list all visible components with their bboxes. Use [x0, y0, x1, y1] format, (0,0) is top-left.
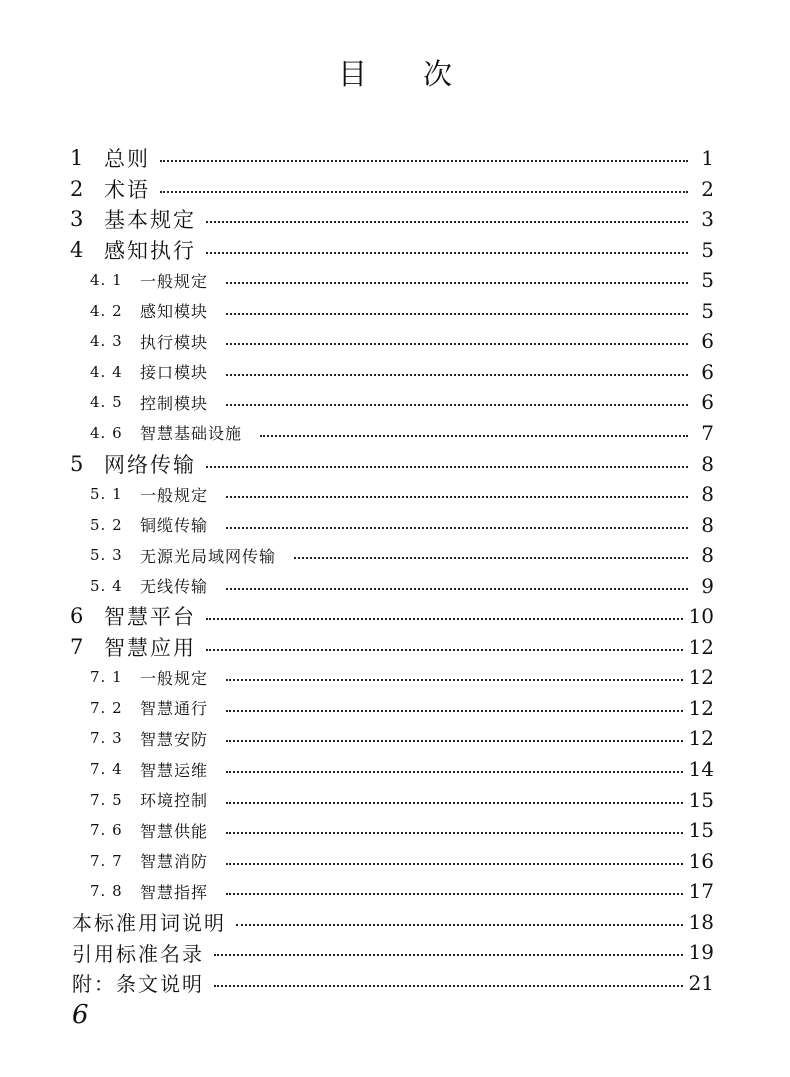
toc-entry-number: 7 [70, 634, 84, 659]
toc-title-char-2: 次 [423, 57, 453, 91]
toc-entry-label: 感知模块 [140, 302, 209, 322]
dot-leader [206, 649, 683, 651]
toc-entry-page: 8 [701, 451, 714, 476]
toc-entry-number: 6 [70, 604, 84, 629]
toc-entry-number: 7. 3 [90, 729, 123, 748]
toc-entry-page: 6 [701, 359, 714, 384]
dot-leader [214, 985, 683, 987]
dot-leader [226, 496, 688, 498]
toc-entry[interactable] [70, 632, 714, 662]
dot-leader [160, 160, 688, 162]
toc-entry-number: 7. 5 [90, 790, 123, 809]
toc-entry-page: 12 [688, 665, 714, 690]
toc-entry-number: 5. 2 [90, 515, 123, 534]
toc-entry[interactable] [90, 815, 714, 845]
toc-entry-page: 8 [701, 512, 714, 537]
toc-entry[interactable] [90, 265, 714, 295]
toc-entry-label: 智慧基础设施 [140, 424, 243, 444]
toc-entry-page: 5 [701, 298, 714, 323]
toc-entry[interactable] [72, 968, 714, 998]
toc-entry[interactable] [70, 174, 714, 204]
toc-entry[interactable] [90, 479, 714, 509]
toc-entry[interactable] [90, 326, 714, 356]
toc-entry-page: 10 [688, 604, 714, 629]
dot-leader [206, 252, 688, 254]
toc-entry-page: 9 [701, 573, 714, 598]
toc-entry-number: 4 [70, 237, 84, 262]
toc-entry-number: 7. 7 [90, 851, 123, 870]
dot-leader [206, 466, 688, 468]
toc-entry-page: 5 [701, 237, 714, 262]
dot-leader [260, 435, 688, 437]
toc-entry-page: 16 [688, 848, 714, 873]
dot-leader [226, 893, 683, 895]
toc-entry-label: 接口模块 [140, 363, 209, 383]
toc-entry-page: 1 [701, 146, 714, 170]
toc-entry-label: 环境控制 [140, 791, 209, 811]
toc-entry-number: 4. 3 [90, 332, 123, 351]
toc-entry-page: 18 [688, 909, 714, 934]
toc-entry-label: 控制模块 [140, 393, 209, 413]
toc-entry-page: 15 [688, 787, 714, 812]
dot-leader [226, 832, 683, 834]
toc-entry-page: 12 [688, 695, 714, 720]
toc-entry-page: 6 [701, 329, 714, 354]
toc-entry-page: 8 [701, 482, 714, 507]
toc-entry-page: 21 [688, 970, 714, 995]
toc-entry[interactable] [90, 296, 714, 326]
toc-entry-label: 引用标准名录 [72, 941, 204, 966]
toc-entry[interactable] [90, 540, 714, 570]
toc-entry-number: 4. 2 [90, 301, 123, 320]
toc-entry-label: 智慧消防 [140, 852, 209, 872]
toc-entry-page: 15 [688, 818, 714, 843]
toc-entry-number: 7. 8 [90, 882, 123, 901]
toc-entry-page: 2 [701, 176, 714, 201]
dot-leader [226, 863, 683, 865]
toc-entry[interactable] [90, 387, 714, 417]
toc-entry-label: 一般规定 [140, 271, 209, 291]
toc-entry-number: 3 [70, 207, 84, 232]
toc-entry-page: 3 [701, 207, 714, 232]
toc-entry-page: 17 [688, 879, 714, 904]
toc-title [0, 52, 790, 93]
toc-entry[interactable] [90, 662, 714, 692]
toc-entry-number: 4. 4 [90, 362, 123, 381]
toc-entry-label: 一般规定 [140, 485, 209, 505]
toc-entry-label: 智慧供能 [140, 821, 209, 841]
toc-entry-label: 总则 [104, 147, 150, 171]
toc-entry[interactable] [90, 754, 714, 784]
toc-entry-label: 智慧指挥 [140, 882, 209, 902]
toc-entry-number: 4. 1 [90, 271, 123, 290]
toc-entry-label: 智慧通行 [140, 699, 209, 719]
toc-entry[interactable] [90, 723, 714, 753]
toc-entry[interactable] [70, 143, 714, 173]
dot-leader [226, 740, 683, 742]
toc-entry-page: 5 [701, 268, 714, 293]
toc-entry[interactable] [90, 785, 714, 815]
toc-entry-page: 8 [701, 543, 714, 568]
toc-entry[interactable] [70, 601, 714, 631]
toc-entry-label: 附：条文说明 [72, 972, 204, 997]
toc-entry-label: 无线传输 [140, 577, 209, 597]
toc-entry-number: 5. 3 [90, 546, 123, 565]
toc-entry[interactable] [90, 510, 714, 540]
dot-leader [226, 374, 688, 376]
toc-entry-number: 7. 2 [90, 698, 123, 717]
dot-leader [206, 618, 683, 620]
toc-entry-number: 1 [70, 146, 84, 170]
dot-leader [236, 924, 683, 926]
toc-entry[interactable] [90, 693, 714, 723]
dot-leader [160, 191, 688, 193]
toc-entry-label: 铜缆传输 [140, 516, 209, 536]
toc-entry[interactable] [70, 235, 714, 265]
toc-entry[interactable] [90, 357, 714, 387]
toc-entry[interactable] [72, 907, 714, 937]
dot-leader [226, 710, 683, 712]
toc-entry[interactable] [72, 937, 714, 967]
toc-entry-page: 14 [688, 757, 714, 781]
toc-entry-number: 4. 5 [90, 393, 123, 412]
toc-entry-page: 12 [688, 634, 714, 659]
dot-leader [226, 313, 688, 315]
dot-leader [206, 221, 688, 223]
page-number: 6 [72, 1000, 89, 1030]
dot-leader [226, 679, 683, 681]
toc-title-char-1: 目 [337, 57, 367, 91]
toc-entry[interactable] [90, 571, 714, 601]
toc-entry-label: 本标准用词说明 [72, 911, 226, 936]
toc-entry-label: 一般规定 [140, 668, 209, 688]
toc-entry-label: 无源光局域网传输 [140, 546, 277, 566]
dot-leader [226, 404, 688, 406]
dot-leader [226, 527, 688, 529]
toc-entry-label: 执行模块 [140, 332, 209, 352]
dot-leader [214, 954, 683, 956]
toc-entry-label: 术语 [104, 177, 150, 202]
dot-leader [294, 557, 688, 559]
dot-leader [226, 802, 683, 804]
toc-entry[interactable] [90, 418, 714, 448]
toc-entry-label: 感知执行 [104, 238, 196, 263]
toc-entry-number: 7. 4 [90, 760, 123, 778]
dot-leader [226, 343, 688, 345]
toc-entry-number: 5 [70, 451, 84, 476]
toc-entry[interactable] [90, 846, 714, 876]
toc-entry[interactable] [70, 204, 714, 234]
toc-entry-number: 7. 1 [90, 668, 123, 687]
toc-entry-number: 7. 6 [90, 821, 123, 840]
toc-entry-label: 智慧应用 [104, 635, 196, 660]
toc-entry-label: 智慧安防 [140, 729, 209, 749]
toc-entry[interactable] [70, 449, 714, 479]
dot-leader [226, 282, 688, 284]
toc-entry-page: 7 [701, 420, 714, 445]
toc-entry-number: 5. 1 [90, 485, 123, 504]
toc-entry-label: 基本规定 [104, 208, 196, 233]
toc-entry-page: 19 [688, 940, 714, 965]
toc-entry-number: 5. 4 [90, 576, 123, 595]
toc-entry-number: 4. 6 [90, 423, 123, 442]
toc-entry[interactable] [90, 876, 714, 906]
toc-entry-page: 12 [688, 726, 714, 751]
dot-leader [226, 588, 688, 590]
toc-entry-label: 网络传输 [104, 452, 196, 477]
toc-entry-number: 2 [70, 176, 84, 201]
toc-entry-page: 6 [701, 390, 714, 415]
toc-entry-label: 智慧运维 [140, 760, 209, 780]
toc-entry-label: 智慧平台 [104, 605, 196, 630]
dot-leader [226, 771, 683, 773]
